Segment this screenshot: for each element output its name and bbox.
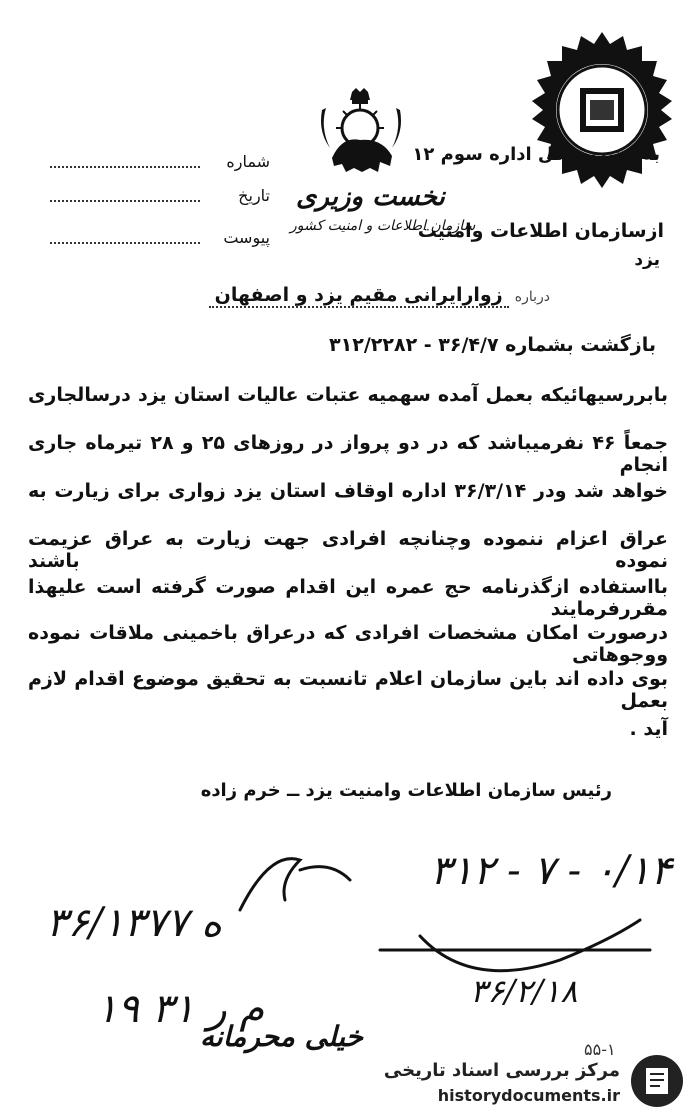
ministry-subtitle: سازمان اطلاعات و امنیت کشور xyxy=(290,218,476,234)
reference-line: بازگشت بشماره ۳۶/۴/۷ - ۳۱۲/۲۲۸۲ xyxy=(329,334,656,356)
subject-label: درباره xyxy=(514,289,550,305)
date-dotted-line xyxy=(50,200,200,202)
page-number: ۵۵-۱ xyxy=(584,1040,616,1059)
confidential-stamp: خیلی محرمانه xyxy=(200,1020,363,1053)
handwritten-ref-number: ۳۱۲ - ۷ - ۰/۱۴ xyxy=(430,848,672,894)
number-field xyxy=(50,152,270,174)
official-seal-icon xyxy=(522,30,682,190)
number-dotted-line xyxy=(50,166,200,168)
attachment-label: پیوست xyxy=(223,228,270,247)
attachment-field xyxy=(50,228,270,250)
body-line-7: بوی داده اند باین سازمان اعلام تانسبت به تحقیق موضوع اقدام لازم بعمل xyxy=(28,668,668,712)
sender-line: ازسازمان اطلاعات وامنیت xyxy=(417,220,664,242)
recipient-line: به مدیریت کل اداره سوم ۱۲ xyxy=(412,144,660,165)
signature-line: رئیس سازمان اطلاعات وامنیت یزد ــ خرم زاده xyxy=(200,780,612,801)
handwritten-date-left: ۳۶/۱۳۷۷ ه xyxy=(46,900,223,946)
body-line-6: درصورت امکان مشخصات افرادی که درعراق باخمینی ملاقات نموده ووجوهاتی xyxy=(28,622,668,666)
archive-name: مرکز بررسی اسناد تاریخی xyxy=(383,1060,620,1081)
body-line-4: عراق اعزام ننموده وچنانچه افرادی جهت زیارت به عراق عزیمت نموده باشند xyxy=(28,528,668,572)
sender-city: یزد xyxy=(634,250,660,270)
number-label: شماره xyxy=(226,152,270,171)
archive-url: historydocuments.ir xyxy=(437,1086,620,1105)
body-line-3: خواهد شد ودر ۳۶/۳/۱۴ اداره اوقاف استان یزد زواری برای زیارت به xyxy=(28,480,668,502)
subject-text: زوارایرانی مقیم یزد و اصفهان xyxy=(209,284,509,308)
subject-line xyxy=(209,284,550,306)
date-field xyxy=(50,186,270,208)
body-line-1: بابررسیهائیکه بعمل آمده سهمیه عتبات عالیات استان یزد درسالجاری xyxy=(28,384,668,406)
body-line-2: جمعاً ۴۶ نفرمیباشد که در دو پرواز در روزهای ۲۵ و ۲۸ تیرماه جاری انجام xyxy=(28,432,669,476)
handwritten-note-bottom: ۱۹ م ر ۳۱ xyxy=(96,986,265,1032)
body-line-8: آید . xyxy=(629,718,668,740)
attachment-dotted-line xyxy=(50,242,200,244)
handwritten-date-right: ۳۶/۲/۱۸ xyxy=(470,972,578,1010)
ministry-title: نخست وزیری xyxy=(296,182,445,212)
lion-and-sun-emblem-icon xyxy=(312,88,410,178)
archive-logo-icon xyxy=(628,1052,686,1110)
date-label: تاریخ xyxy=(238,186,270,205)
body-line-5: بااستفاده ازگذرنامه حج عمره این اقدام صورت گرفته است علیهذا مقررفرمایند xyxy=(28,576,668,620)
